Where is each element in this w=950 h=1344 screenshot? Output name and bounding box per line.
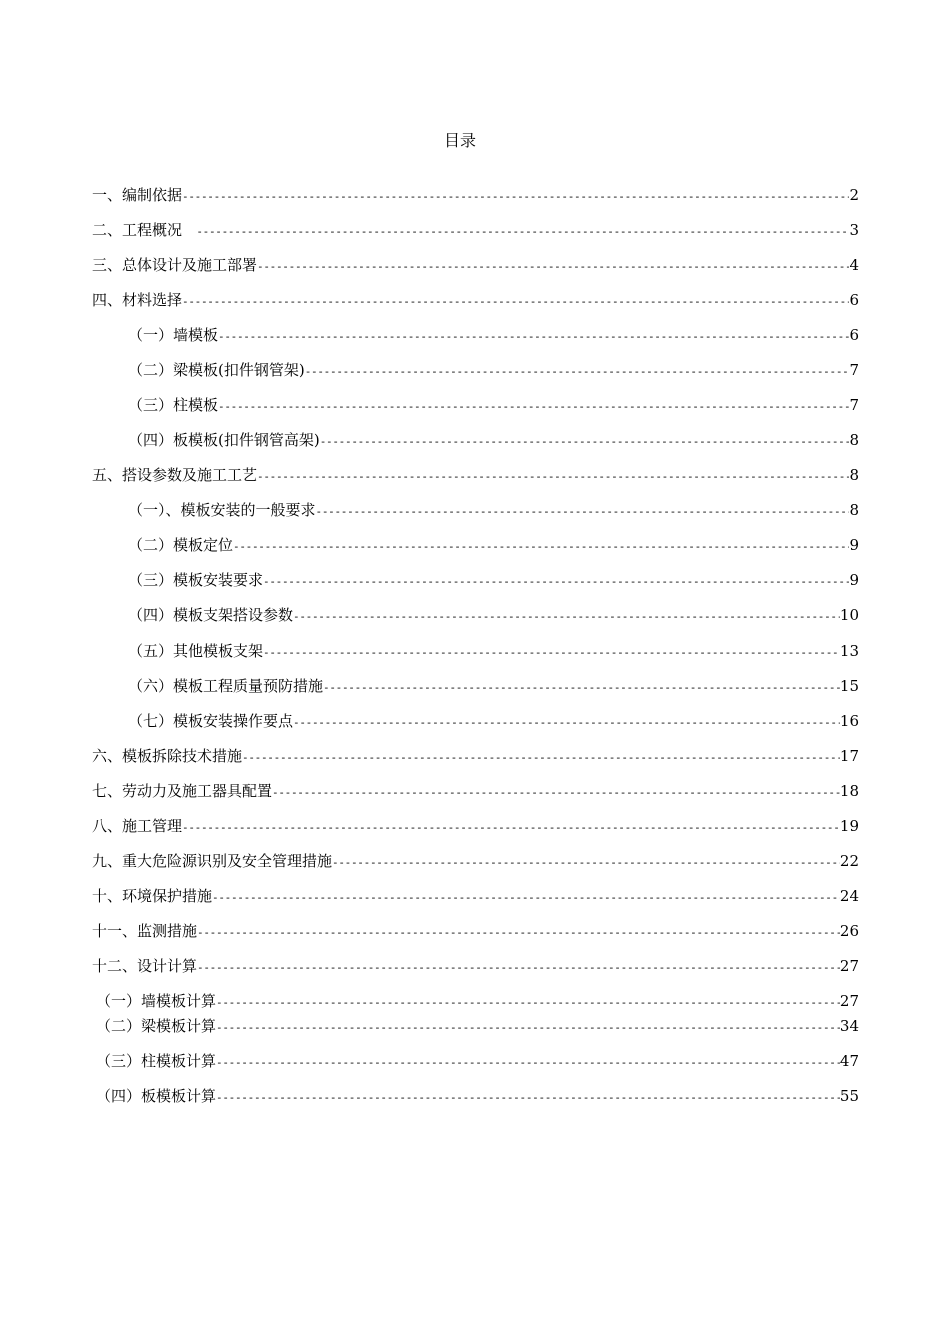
dot-leader bbox=[216, 1052, 840, 1074]
toc-page-number: 7 bbox=[849, 361, 859, 379]
toc-page-number: 10 bbox=[839, 606, 859, 624]
dot-leader bbox=[182, 291, 849, 313]
toc-page-number: 24 bbox=[839, 887, 859, 905]
toc-entry-label: （一）墙模板 bbox=[128, 326, 219, 344]
dot-leader bbox=[323, 677, 840, 699]
toc-entry-10[interactable] bbox=[128, 499, 859, 521]
toc-page-number: 3 bbox=[849, 221, 859, 239]
toc-entry-7[interactable] bbox=[128, 394, 859, 416]
toc-entry-14[interactable] bbox=[128, 640, 859, 662]
toc-entry-label: 二、工程概况 bbox=[92, 221, 197, 239]
dot-leader bbox=[182, 817, 840, 839]
toc-page-number: 6 bbox=[849, 291, 859, 309]
toc-page-number: 8 bbox=[849, 501, 859, 519]
toc-page-number: 7 bbox=[849, 396, 859, 414]
toc-entry-label: 十、环境保护措施 bbox=[92, 887, 213, 905]
toc-entry-21[interactable] bbox=[92, 885, 859, 907]
toc-page-number: 55 bbox=[839, 1087, 859, 1105]
toc-entry-label: （一）、模板安装的一般要求 bbox=[128, 501, 316, 519]
toc-page-number: 27 bbox=[839, 992, 859, 1010]
toc-entry-2[interactable] bbox=[92, 219, 859, 241]
toc-entry-label: 五、搭设参数及施工工艺 bbox=[92, 466, 258, 484]
toc-entry-8[interactable] bbox=[128, 429, 859, 451]
dot-leader bbox=[242, 747, 840, 769]
toc-entry-26[interactable] bbox=[96, 1050, 859, 1072]
dot-leader bbox=[212, 887, 840, 909]
toc-page-number: 18 bbox=[839, 782, 859, 800]
toc-title: 目录 bbox=[443, 131, 476, 150]
toc-page-number: 9 bbox=[849, 571, 859, 589]
toc-entry-6[interactable] bbox=[128, 359, 859, 381]
toc-entry-25[interactable] bbox=[96, 1015, 859, 1037]
toc-page-number: 2 bbox=[849, 186, 859, 204]
toc-entry-20[interactable] bbox=[92, 850, 859, 872]
dot-leader bbox=[263, 642, 840, 664]
dot-leader bbox=[272, 782, 840, 804]
toc-entry-13[interactable] bbox=[128, 604, 859, 626]
toc-page-number: 34 bbox=[839, 1017, 859, 1035]
toc-entry-3[interactable] bbox=[92, 254, 859, 276]
toc-entry-label: 六、模板拆除技术措施 bbox=[92, 747, 243, 765]
toc-entry-16[interactable] bbox=[128, 710, 859, 732]
toc-page-number: 26 bbox=[839, 922, 859, 940]
toc-entry-label: 十二、设计计算 bbox=[92, 957, 198, 975]
toc-entry-23[interactable] bbox=[92, 955, 859, 977]
dot-leader bbox=[257, 256, 849, 278]
toc-entry-label: （三）柱模板计算 bbox=[96, 1052, 217, 1070]
toc-entry-12[interactable] bbox=[128, 569, 859, 591]
toc-entry-label: 四、材料选择 bbox=[92, 291, 183, 309]
toc-entry-1[interactable] bbox=[92, 184, 859, 206]
toc-page-number: 27 bbox=[839, 957, 859, 975]
toc-entry-label: （二）模板定位 bbox=[128, 536, 234, 554]
toc-page-number: 4 bbox=[849, 256, 859, 274]
dot-leader bbox=[216, 1017, 840, 1039]
dot-leader bbox=[305, 361, 850, 383]
toc-page-number: 8 bbox=[849, 431, 859, 449]
dot-leader bbox=[293, 606, 840, 628]
dot-leader bbox=[216, 1087, 840, 1109]
toc-entry-label: （一）墙模板计算 bbox=[96, 992, 217, 1010]
toc-page-number: 16 bbox=[839, 712, 859, 730]
toc-entry-15[interactable] bbox=[128, 675, 859, 697]
dot-leader bbox=[197, 957, 840, 979]
toc-page-number: 47 bbox=[839, 1052, 859, 1070]
toc-entry-label: 八、施工管理 bbox=[92, 817, 183, 835]
toc-entry-label: （六）模板工程质量预防措施 bbox=[128, 677, 324, 695]
dot-leader bbox=[218, 326, 849, 348]
toc-entry-label: （四）模板支架搭设参数 bbox=[128, 606, 294, 624]
dot-leader bbox=[196, 221, 849, 243]
dot-leader bbox=[218, 396, 849, 418]
dot-leader bbox=[316, 501, 850, 523]
toc-entry-label: （七）模板安装操作要点 bbox=[128, 712, 294, 730]
toc-page-number: 15 bbox=[839, 677, 859, 695]
toc-entry-17[interactable] bbox=[92, 745, 859, 767]
toc-entry-24[interactable] bbox=[96, 990, 859, 1012]
dot-leader bbox=[197, 922, 840, 944]
toc-entry-label: （四）板模板计算 bbox=[96, 1087, 217, 1105]
dot-leader bbox=[320, 431, 850, 453]
toc-page-number: 19 bbox=[839, 817, 859, 835]
toc-entry-label: 三、总体设计及施工部署 bbox=[92, 256, 258, 274]
toc-entry-label: （五）其他模板支架 bbox=[128, 642, 264, 660]
dot-leader bbox=[182, 186, 849, 208]
toc-entry-label: （二）梁模板(扣件钢管架) bbox=[128, 361, 305, 379]
toc-entry-label: 七、劳动力及施工器具配置 bbox=[92, 782, 273, 800]
toc-entry-label: （三）模板安装要求 bbox=[128, 571, 264, 589]
toc-page-number: 17 bbox=[839, 747, 859, 765]
toc-entry-4[interactable] bbox=[92, 289, 859, 311]
toc-entry-19[interactable] bbox=[92, 815, 859, 837]
toc-entry-label: 十一、监测措施 bbox=[92, 922, 198, 940]
toc-entry-11[interactable] bbox=[128, 534, 859, 556]
toc-entry-label: （二）梁模板计算 bbox=[96, 1017, 217, 1035]
toc-entry-9[interactable] bbox=[92, 464, 859, 486]
dot-leader bbox=[332, 852, 840, 874]
dot-leader bbox=[263, 571, 849, 593]
toc-entry-label: （三）柱模板 bbox=[128, 396, 219, 414]
dot-leader bbox=[216, 992, 840, 1014]
toc-entry-label: 一、编制依据 bbox=[92, 186, 183, 204]
toc-entry-label: （四）板模板(扣件钢管高架) bbox=[128, 431, 320, 449]
dot-leader bbox=[293, 712, 840, 734]
toc-page-number: 6 bbox=[849, 326, 859, 344]
toc-entry-22[interactable] bbox=[92, 920, 859, 942]
toc-entry-5[interactable] bbox=[128, 324, 859, 346]
toc-page-number: 22 bbox=[839, 852, 859, 870]
toc-entry-label: 九、重大危险源识别及安全管理措施 bbox=[92, 852, 333, 870]
toc-page-number: 13 bbox=[839, 642, 859, 660]
dot-leader bbox=[233, 536, 849, 558]
toc-entry-18[interactable] bbox=[92, 780, 859, 802]
toc-page-number: 9 bbox=[849, 536, 859, 554]
dot-leader bbox=[257, 466, 849, 488]
toc-page-number: 8 bbox=[849, 466, 859, 484]
toc-entry-27[interactable] bbox=[96, 1085, 859, 1107]
